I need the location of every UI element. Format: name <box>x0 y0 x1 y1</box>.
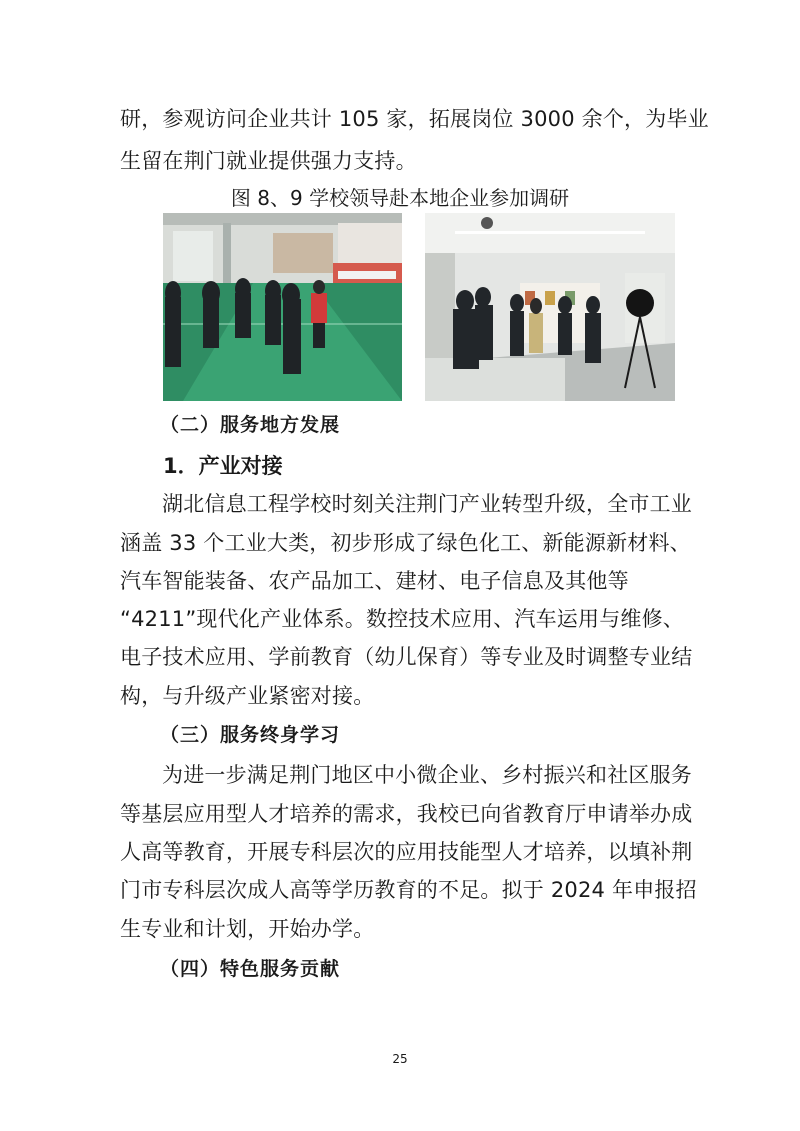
paragraph-line: 生留在荆门就业提供强力支持。 <box>120 149 417 173</box>
factory-visit-photo <box>163 213 402 401</box>
section-heading: （三）服务终身学习 <box>160 724 341 746</box>
paragraph-line: 构，与升级产业紧密对接。 <box>120 684 375 708</box>
paragraph-line: 人高等教育，开展专科层次的应用技能型人才培养，以填补荆 <box>120 840 693 864</box>
paragraph-line: 电子技术应用、学前教育（幼儿保育）等专业及时调整专业结 <box>120 645 693 669</box>
page-number: 25 <box>392 1052 408 1066</box>
paragraph-line: 研，参观访问企业共计 105 家，拓展岗位 3000 余个，为毕业 <box>120 107 709 131</box>
paragraph-line: 汽车智能装备、农产品加工、建材、电子信息及其他等 <box>120 569 629 593</box>
section-heading: （二）服务地方发展 <box>160 414 341 436</box>
figure-caption: 图 8、9 学校领导赴本地企业参加调研 <box>230 186 570 210</box>
subsection-heading: 1．产业对接 <box>163 454 283 478</box>
paragraph-line: “4211”现代化产业体系。数控技术应用、汽车运用与维修、 <box>120 607 684 631</box>
paragraph-line: 生专业和计划，开始办学。 <box>120 917 375 941</box>
paragraph-line: 涵盖 33 个工业大类，初步形成了绿色化工、新能源新材料、 <box>120 531 691 555</box>
paragraph-line: 门市专科层次成人高等学历教育的不足。拟于 2024 年申报招 <box>120 878 697 902</box>
section-heading: （四）特色服务贡献 <box>160 958 341 980</box>
showroom-visit-photo <box>425 213 675 401</box>
paragraph-line: 湖北信息工程学校时刻关注荆门产业转型升级，全市工业 <box>162 492 692 516</box>
paragraph-line: 等基层应用型人才培养的需求，我校已向省教育厅申请举办成 <box>120 802 693 826</box>
paragraph-line: 为进一步满足荆门地区中小微企业、乡村振兴和社区服务 <box>162 763 692 787</box>
